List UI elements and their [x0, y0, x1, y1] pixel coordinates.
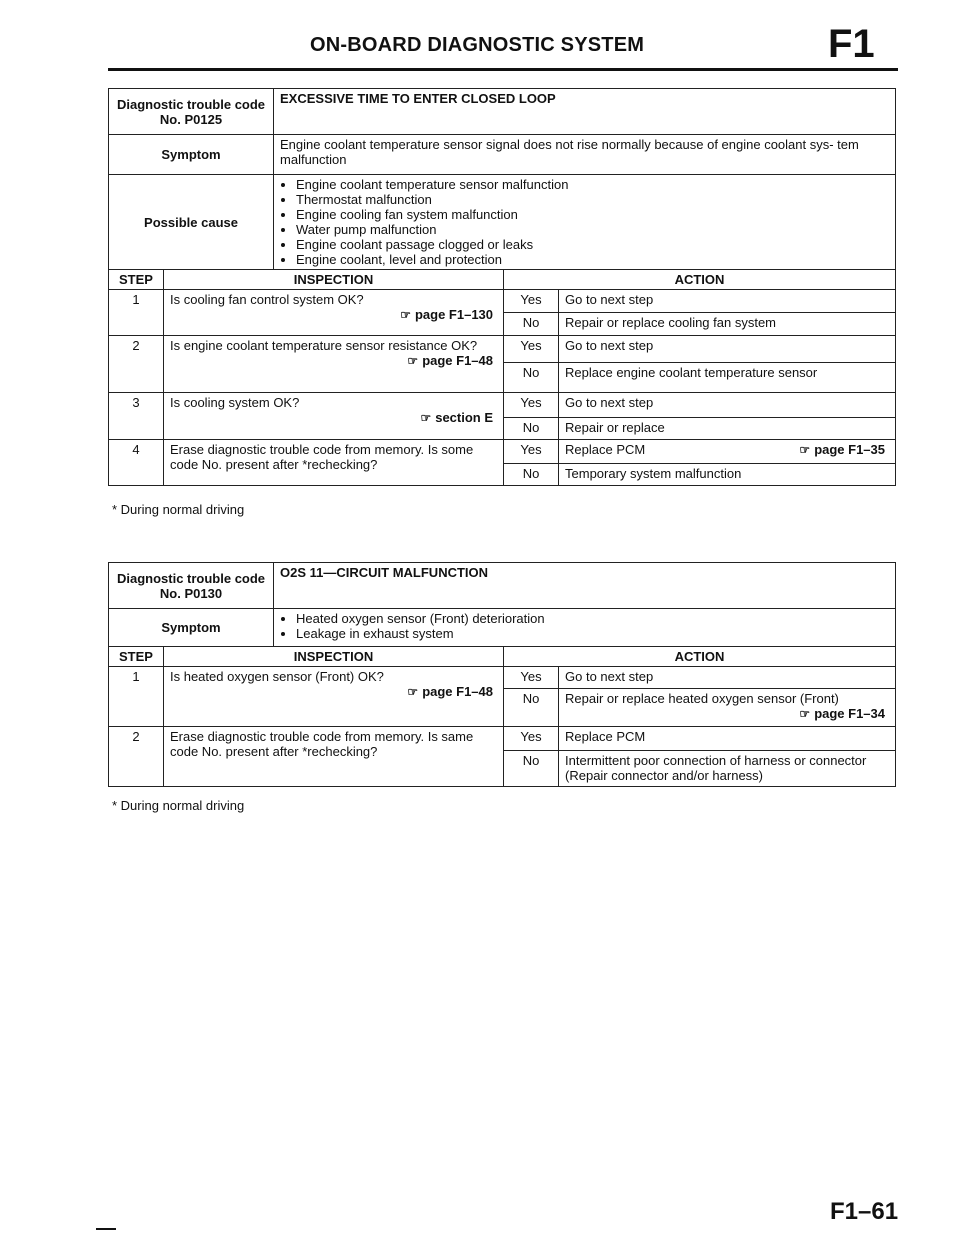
step-number: 4	[109, 440, 164, 486]
dtc-p0125-table	[108, 88, 896, 486]
symptom-label: Symptom	[109, 135, 274, 175]
section-code: F1	[828, 22, 875, 66]
yes-action: Go to next step	[559, 290, 896, 313]
symptom-list	[274, 609, 896, 647]
inspection-cell	[164, 393, 504, 440]
step-number: 2	[109, 336, 164, 393]
inspection-cell	[164, 336, 504, 393]
dtc-title: O2S 11—CIRCUIT MALFUNCTION	[274, 563, 896, 609]
possible-cause-list	[274, 175, 896, 270]
step-number: 1	[109, 290, 164, 336]
inspection-text: Is heated oxygen sensor (Front) OK?	[170, 669, 384, 684]
no-action: Replace engine coolant temperature sensor	[559, 363, 896, 393]
step-number: 2	[109, 727, 164, 787]
pointing-hand-icon: ☞	[420, 411, 432, 425]
inspection-text: Erase diagnostic trouble code from memory. Is some code No. present after *rechecking?	[164, 440, 504, 486]
col-inspection-header: INSPECTION	[164, 270, 504, 290]
no-label: No	[504, 464, 559, 486]
step-number: 1	[109, 667, 164, 727]
possible-cause-label: Possible cause	[109, 175, 274, 270]
inspection-text: Is cooling fan control system OK?	[170, 292, 364, 307]
symptom-item: • Leakage in exhaust system	[296, 626, 889, 641]
no-label: No	[504, 689, 559, 727]
yes-action: Replace PCM	[559, 727, 896, 751]
yes-action: Replace PCM	[565, 442, 646, 457]
no-action: Intermittent poor connection of harness or connector (Repair connector and/or harness)	[559, 751, 896, 787]
yes-label: Yes	[504, 667, 559, 689]
no-label: No	[504, 313, 559, 336]
yes-action: Go to next step	[559, 336, 896, 363]
inspection-cell	[164, 290, 504, 336]
cause-item: • Engine cooling fan system malfunction	[296, 207, 889, 222]
reference-link: ☞ page F1–34	[799, 706, 886, 721]
no-action-cell	[559, 689, 896, 727]
col-action-header: ACTION	[504, 270, 896, 290]
inspection-text: Erase diagnostic trouble code from memory. Is same code No. present after *rechecking?	[164, 727, 504, 787]
yes-label: Yes	[504, 440, 559, 464]
dtc-p0130-table	[108, 562, 896, 787]
no-label: No	[504, 751, 559, 787]
col-step-header: STEP	[109, 270, 164, 290]
no-label: No	[504, 363, 559, 393]
dtc-title: EXCESSIVE TIME TO ENTER CLOSED LOOP	[274, 89, 896, 135]
footnote: * During normal driving	[112, 502, 245, 517]
pointing-hand-icon: ☞	[799, 443, 811, 457]
col-step-header: STEP	[109, 647, 164, 667]
reference-link: ☞ section E	[420, 410, 494, 425]
inspection-cell	[164, 667, 504, 727]
pointing-hand-icon: ☞	[799, 707, 811, 721]
cause-item: • Engine coolant temperature sensor malfunction	[296, 177, 889, 192]
inspection-text: Is engine coolant temperature sensor resistance OK?	[170, 338, 478, 353]
yes-label: Yes	[504, 727, 559, 751]
symptom-item: • Heated oxygen sensor (Front) deterioration	[296, 611, 889, 626]
cause-item: • Water pump malfunction	[296, 222, 889, 237]
reference-link: ☞ page F1–48	[407, 353, 494, 368]
pointing-hand-icon: ☞	[407, 354, 419, 368]
step-number: 3	[109, 393, 164, 440]
yes-action: Go to next step	[559, 667, 896, 689]
col-inspection-header: INSPECTION	[164, 647, 504, 667]
reference-link: ☞ page F1–130	[400, 307, 494, 322]
header-divider	[108, 68, 898, 71]
reference-link: ☞ page F1–35	[799, 442, 886, 457]
no-action: Repair or replace	[559, 418, 896, 440]
pointing-hand-icon: ☞	[400, 308, 411, 322]
symptom-text: Engine coolant temperature sensor signal does not rise normally because of engine coolant sys- tem malfunction	[274, 135, 896, 175]
footnote: * During normal driving	[112, 798, 245, 813]
symptom-label: Symptom	[109, 609, 274, 647]
inspection-text: Is cooling system OK?	[170, 395, 300, 410]
cause-item: • Thermostat malfunction	[296, 192, 889, 207]
page-number: F1–61	[830, 1198, 899, 1225]
no-action: Repair or replace cooling fan system	[559, 313, 896, 336]
pointing-hand-icon: ☞	[407, 685, 419, 699]
yes-action-cell	[559, 440, 896, 464]
no-label: No	[504, 418, 559, 440]
no-action: Repair or replace heated oxygen sensor (Front)	[565, 691, 839, 706]
col-action-header: ACTION	[504, 647, 896, 667]
corner-mark	[96, 1228, 116, 1230]
dtc-code-label: Diagnostic trouble code No. P0130	[109, 563, 274, 609]
dtc-code-label: Diagnostic trouble code No. P0125	[109, 89, 274, 135]
reference-link: ☞ page F1–48	[407, 684, 494, 699]
yes-label: Yes	[504, 393, 559, 418]
no-action: Temporary system malfunction	[559, 464, 896, 486]
yes-label: Yes	[504, 336, 559, 363]
yes-action: Go to next step	[559, 393, 896, 418]
cause-item: • Engine coolant, level and protection	[296, 252, 889, 267]
cause-item: • Engine coolant passage clogged or leaks	[296, 237, 889, 252]
yes-label: Yes	[504, 290, 559, 313]
page-title: ON-BOARD DIAGNOSTIC SYSTEM	[310, 34, 645, 56]
